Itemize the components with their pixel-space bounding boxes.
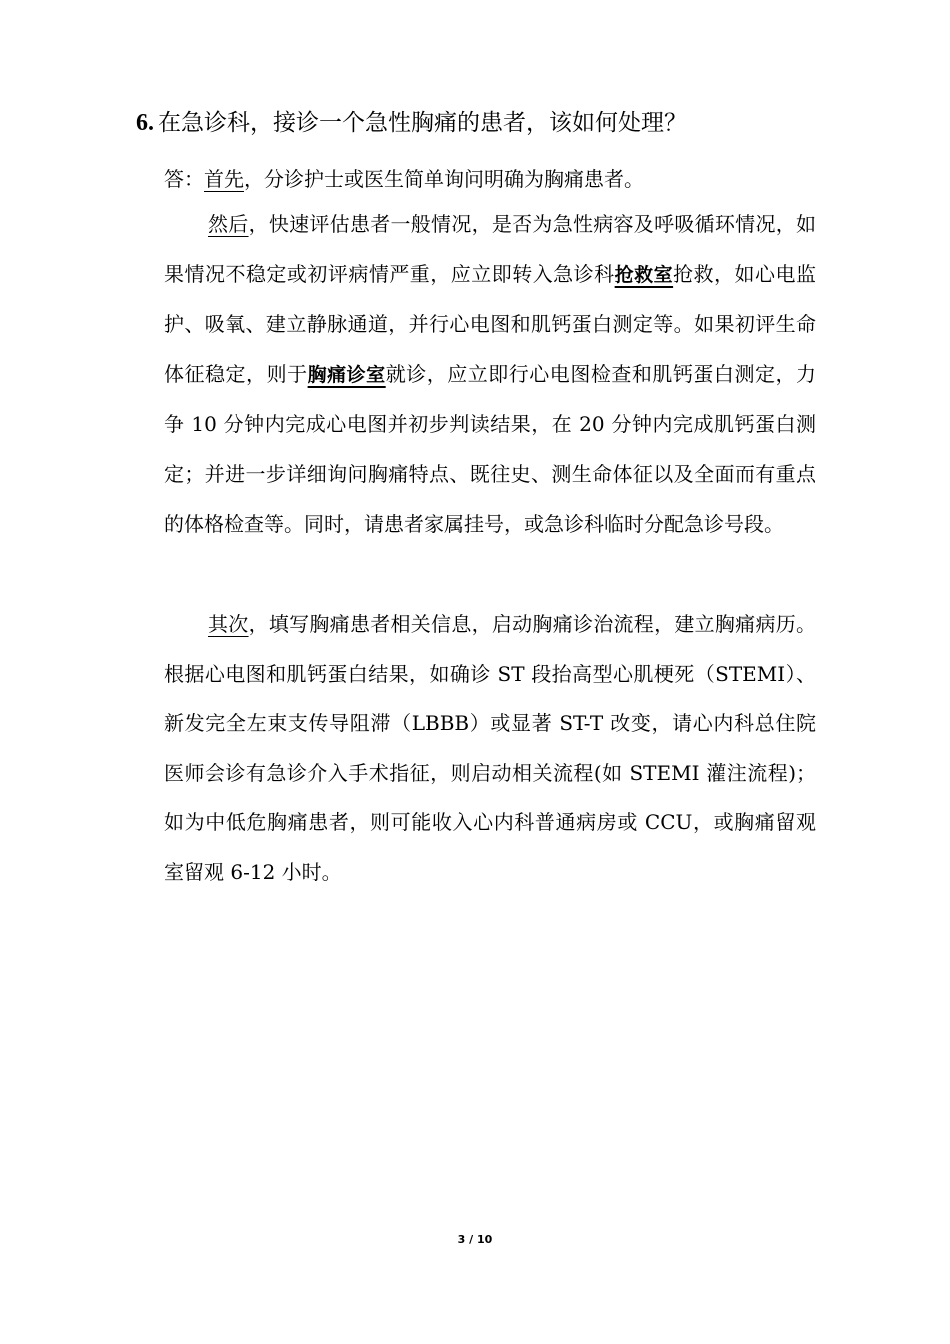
answer-paragraph-2-text-3: 就诊，应立即行心电图检查和肌钙蛋白测定，力争 10 分钟内完成心电图并初步判读结果，在 20 分钟内完成肌钙蛋白测定；并进一步详细询问胸痛特点、既往史、测生命体征以及全面而有重点的体格检查等。同时，请患者家属挂号，或急诊科临时分配急诊号段。: [164, 361, 816, 536]
answer-prefix: 答：: [164, 167, 204, 191]
question-number: 6.: [136, 110, 154, 136]
keyword-then: 然后: [208, 212, 249, 236]
page-number: 3 / 10: [457, 1233, 493, 1246]
question-title: 在急诊科，接诊一个急性胸痛的患者，该如何处理？: [158, 110, 687, 136]
answer-paragraph-3: [164, 600, 816, 898]
answer-paragraph-1: [164, 155, 816, 205]
answer-paragraph-2-text-2: 抢救，如心电监护、吸氧、建立静脉通道，并行心电图和肌钙蛋白测定等。如果初评生命体征稳定，则于: [164, 261, 816, 386]
answer-paragraph-2-text-1: ，快速评估患者一般情况，是否为急性病容及呼吸循环情况，如果情况不稳定或初评病情严重，应立即转入急诊科: [164, 212, 817, 286]
emphasis-chest-pain-clinic: 胸痛诊室: [307, 363, 386, 386]
answer-paragraph-1-text: ，分诊护士或医生简单询问明确为胸痛患者。: [244, 167, 644, 191]
answer-paragraph-3-text: ，填写胸痛患者相关信息，启动胸痛诊治流程，建立胸痛病历。根据心电图和肌钙蛋白结果，如确诊 ST 段抬高型心肌梗死（STEMI）、新发完全左束支传导阻滞（LBBB）或显著 ST-T 改变，请心内科总住院医师会诊有急诊介入手术指征，则启动相关流程(如 STEMI 灌注流程)；如为中低危胸痛患者，则可能收入心内科普通病房或 CCU，或胸痛留观室留观 6-12 小时。: [164, 612, 817, 884]
question-heading: [136, 107, 687, 139]
keyword-first: 首先: [204, 167, 244, 191]
emphasis-resuscitation-room: 抢救室: [614, 263, 674, 286]
keyword-next: 其次: [208, 612, 249, 636]
answer-paragraph-2: [164, 200, 816, 549]
